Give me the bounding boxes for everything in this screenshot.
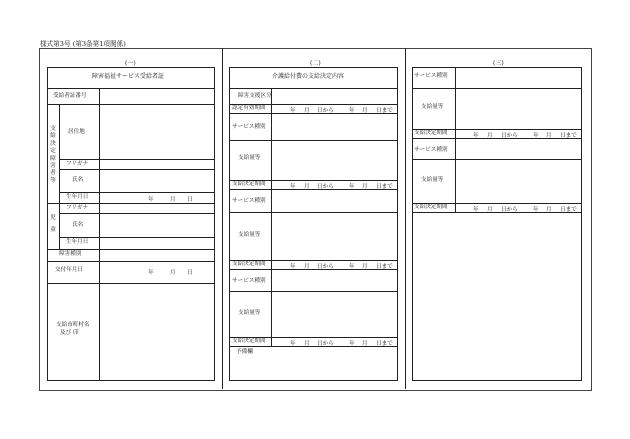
row-divider	[412, 88, 582, 89]
month-unit: 月	[170, 270, 176, 276]
column-divider	[405, 48, 406, 389]
year-unit: 年	[148, 270, 154, 276]
month-unit: 月	[362, 264, 368, 270]
name-label: 氏名	[72, 177, 84, 183]
column-divider	[222, 48, 223, 389]
cell-divider	[99, 203, 100, 249]
from-unit: 日から	[317, 341, 334, 347]
year-unit: 年	[349, 108, 355, 114]
decision-period-label: 支給決定期間	[232, 181, 266, 187]
cell-divider	[271, 260, 272, 269]
day-unit: 日	[187, 197, 193, 203]
cell-divider	[271, 189, 272, 260]
year-unit: 年	[290, 108, 296, 114]
year-unit: 年	[290, 341, 296, 347]
row-divider	[47, 249, 215, 250]
decision-period-label: 支給決定期間	[414, 204, 448, 210]
until-unit: 日まで	[376, 264, 393, 270]
row-divider	[59, 192, 215, 193]
cell-divider	[99, 283, 100, 381]
month-unit: 月	[487, 207, 493, 213]
municipality-seal-label: 及び 印	[60, 330, 79, 336]
month-unit: 月	[362, 341, 368, 347]
year-unit: 年	[349, 341, 355, 347]
cell-divider	[271, 269, 272, 346]
service-type-label: サービス種別	[232, 278, 266, 284]
municipality-label: 支給市町村名	[56, 322, 90, 328]
row-divider	[229, 113, 398, 114]
row-divider	[59, 213, 215, 214]
row-divider	[47, 203, 215, 204]
support-class-label: 障害支援区分	[238, 93, 272, 99]
service-type-label: サービス種別	[414, 73, 448, 79]
amount-label: 支給量等	[421, 104, 444, 110]
decision-panel	[229, 67, 398, 381]
year-unit: 年	[533, 207, 539, 213]
cell-divider	[271, 180, 272, 189]
until-unit: 日まで	[560, 133, 577, 139]
decision-title: 介護給付費の支給決定内容	[272, 73, 345, 80]
child-vertical-label: 児童	[50, 215, 56, 233]
row-divider	[412, 212, 582, 213]
month-unit: 月	[304, 341, 310, 347]
year-unit: 年	[473, 133, 479, 139]
year-unit: 年	[473, 207, 479, 213]
row-divider	[59, 159, 215, 160]
amount-label: 支給量等	[238, 155, 261, 161]
row-divider	[229, 291, 398, 292]
row-divider	[47, 104, 215, 105]
child-furigana-label: フリガナ	[66, 205, 89, 211]
service-type-label: サービス種別	[232, 198, 266, 204]
issue-date-label: 交付年月日	[55, 267, 83, 273]
row-divider	[47, 283, 215, 284]
until-unit: 日まで	[376, 108, 393, 114]
child-birthdate-label: 生年月日	[66, 239, 89, 245]
row-divider	[412, 159, 582, 160]
from-unit: 日から	[501, 133, 518, 139]
column-one-label: (一)	[125, 60, 136, 67]
month-unit: 月	[546, 207, 552, 213]
row-divider	[229, 140, 398, 141]
month-unit: 月	[304, 108, 310, 114]
row-divider	[229, 346, 398, 347]
cell-divider	[271, 104, 272, 113]
from-unit: 日から	[317, 108, 334, 114]
year-unit: 年	[148, 197, 154, 203]
service-type-label: サービス種別	[232, 124, 266, 130]
row-divider	[59, 237, 215, 238]
cell-divider	[271, 88, 272, 104]
cell-divider	[99, 249, 100, 261]
row-divider	[59, 169, 215, 170]
column-two-label: (二)	[310, 60, 321, 67]
cert-number-label: 受給者証番号	[53, 93, 87, 99]
from-unit: 日から	[501, 207, 518, 213]
address-label: 居住地	[68, 129, 85, 135]
reserve-label: 予備欄	[236, 349, 253, 355]
row-divider	[229, 189, 398, 190]
disability-type-label: 障害種別	[59, 251, 82, 257]
row-divider	[229, 212, 398, 213]
form-caption: 様式第3号 (第3条第1項関係)	[40, 40, 126, 48]
cell-divider	[99, 104, 100, 203]
year-unit: 年	[290, 184, 296, 190]
from-unit: 日から	[317, 184, 334, 190]
row-divider	[229, 269, 398, 270]
service-type-label: サービス種別	[414, 147, 448, 153]
row-divider	[47, 88, 215, 89]
cell-divider	[59, 203, 60, 249]
amount-label: 支給量等	[238, 310, 261, 316]
decision-period-label: 支給決定期間	[232, 338, 266, 344]
row-divider	[412, 138, 582, 139]
year-unit: 年	[533, 133, 539, 139]
month-unit: 月	[170, 197, 176, 203]
cell-divider	[99, 88, 100, 104]
year-unit: 年	[290, 264, 296, 270]
amount-label: 支給量等	[421, 177, 444, 183]
month-unit: 月	[546, 133, 552, 139]
until-unit: 日まで	[376, 341, 393, 347]
cell-divider	[99, 261, 100, 283]
child-name-label: 氏名	[72, 222, 84, 228]
cell-divider	[59, 104, 60, 203]
row-divider	[229, 88, 398, 89]
row-divider	[47, 261, 215, 262]
cell-divider	[271, 113, 272, 180]
column-three-label: (三)	[493, 60, 504, 67]
month-unit: 月	[304, 264, 310, 270]
amount-label: 支給量等	[238, 232, 261, 238]
decision-period-label: 支給決定期間	[232, 261, 266, 267]
month-unit: 月	[304, 184, 310, 190]
year-unit: 年	[349, 264, 355, 270]
until-unit: 日まで	[376, 184, 393, 190]
from-unit: 日から	[317, 264, 334, 270]
birthdate-label: 生年月日	[66, 194, 89, 200]
day-unit: 日	[187, 270, 193, 276]
decision-period-label: 支給決定期間	[414, 130, 448, 136]
month-unit: 月	[362, 108, 368, 114]
year-unit: 年	[349, 184, 355, 190]
until-unit: 日まで	[560, 207, 577, 213]
recipient-vertical-label: 支給決定障害者等	[50, 126, 56, 184]
additional-panel	[412, 67, 582, 381]
month-unit: 月	[487, 133, 493, 139]
certificate-title: 障害福祉サービス受給者証	[92, 73, 165, 80]
cell-divider	[455, 138, 456, 212]
cert-validity-label: 認定有効期間	[232, 105, 266, 111]
furigana-label: フリガナ	[66, 161, 89, 167]
month-unit: 月	[362, 184, 368, 190]
cell-divider	[455, 67, 456, 138]
